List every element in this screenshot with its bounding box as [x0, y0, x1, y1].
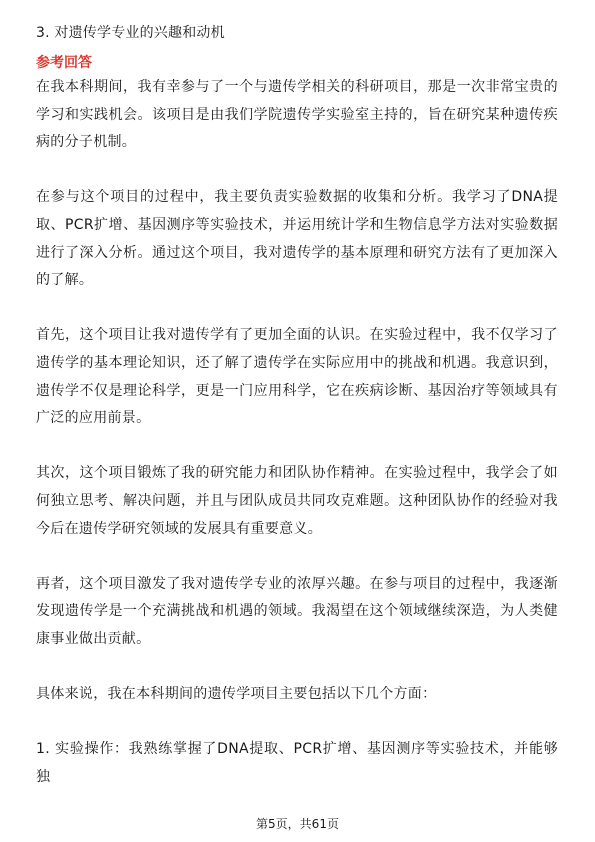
answer-paragraph: 首先，这个项目让我对遗传学有了更加全面的认识。在实验过程中，我不仅学习了遗传学的基本理论知识，还了解了遗传学在实际应用中的挑战和机遇。我意识到，遗传学不仅是理论科学，更是一门应用科学，它在疾病诊断、基因治疗等领域具有广泛的应用前景。	[36, 327, 558, 427]
answer-paragraph: 在我本科期间，我有幸参与了一个与遗传学相关的科研项目，那是一次非常宝贵的学习和实践机会。该项目是由我们学院遗传学实验室主持的，旨在研究某种遗传疾病的分子机制。	[36, 79, 558, 151]
answer-paragraph: 具体来说，我在本科期间的遗传学项目主要包括以下几个方面：	[36, 686, 437, 703]
answer-label: 参考回答	[36, 55, 92, 71]
answer-paragraph: 在参与这个项目的过程中，我主要负责实验数据的收集和分析。我学习了DNA提取、PCR扩增、基因测序等实验技术，并运用统计学和生物信息学方法对实验数据进行了深入分析。通过这个项目，我对遗传学的基本原理和研究方法有了更加深入的了解。	[36, 189, 558, 289]
page-content	[36, 22, 558, 791]
page-footer: 第5页，共61页	[256, 817, 339, 831]
answer-paragraph: 其次，这个项目锻炼了我的研究能力和团队协作精神。在实验过程中，我学会了如何独立思考、解决问题，并且与团队成员共同攻克难题。这种团队协作的经验对我今后在遗传学研究领域的发展具有重要意义。	[36, 465, 558, 537]
answer-paragraph: 再者，这个项目激发了我对遗传学专业的浓厚兴趣。在参与项目的过程中，我逐渐发现遗传学是一个充满挑战和机遇的领域。我渴望在这个领域继续深造，为人类健康事业做出贡献。	[36, 575, 558, 647]
list-item: 1. 实验操作：我熟练掌握了DNA提取、PCR扩增、基因测序等实验技术，并能够独	[36, 741, 558, 785]
question-heading: 3. 对遗传学专业的兴趣和动机	[36, 25, 225, 41]
